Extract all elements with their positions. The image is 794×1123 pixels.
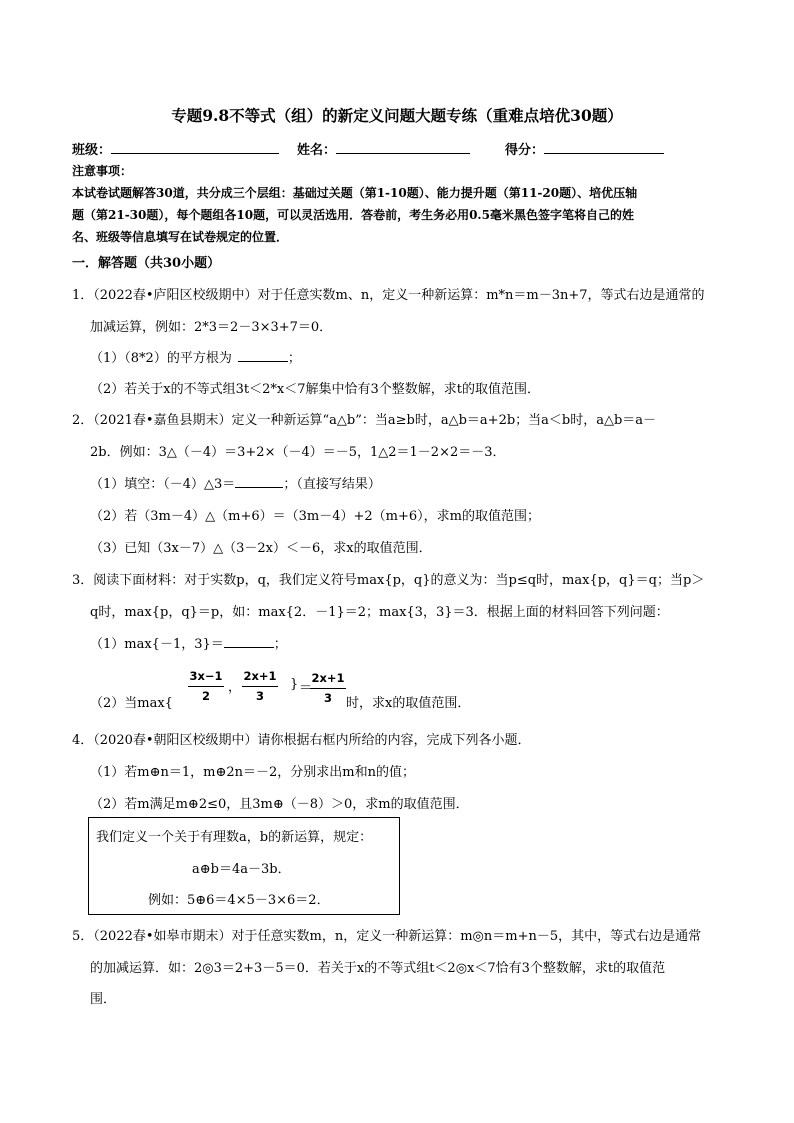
q2-answer-blank[interactable] (235, 475, 283, 488)
q2-line-2: 2b．例如：3△（－4）＝3+2×（－4）＝－5，1△2＝1－2×2＝－3． (90, 445, 506, 460)
q1-part-1 (90, 347, 301, 366)
score-label (505, 139, 664, 158)
q2-line-1: 2．（2021春•嘉鱼县期末）定义一种新运算“a△b”：当a≥b时，a△b＝a+2b；当a＜b时，a△b＝a－ (72, 413, 657, 428)
q1-line-1: 1．（2022春•庐阳区校级期中）对于任意实数m、n，定义一种新运算：m*n＝m－3n+7，等式右边是通常的 (72, 288, 705, 303)
q3-line-2: q时，max{p，q}＝p，如：max{2．－1}＝2；max{3，3}＝3．根据上面的材料回答下列问题： (90, 605, 669, 620)
q3-equals: ＝ (299, 681, 313, 696)
q4-box-line-2: a⊕b＝4a－3b． (192, 862, 291, 877)
q5-line-1: 5．（2022春•如皋市期末）对于任意实数m，n，定义一种新运算：m◎n＝m+n－5，其中，等式右边是通常 (72, 929, 702, 944)
q5-line-2: 的加减运算．如：2◎3＝2+3－5＝0．若关于x的不等式组t＜2◎x＜7恰有3个整数解，求t的取值范 (90, 961, 666, 976)
q3-frac-2-bar (242, 686, 278, 687)
q1-line-2: 加减运算，例如：2*3＝2－3×3+7＝0． (90, 320, 333, 335)
notice-heading: 注意事项： (72, 164, 133, 178)
q1-part-1-text: （1）（8*2）的平方根为 (90, 351, 232, 366)
notice-line-3: 名、班级等信息填写在试卷规定的位置． (72, 230, 289, 244)
q4-box-line-3: 例如：5⊕6＝4×5－3×6＝2． (148, 893, 330, 908)
q3-line-1: 3．阅读下面材料：对于实数p，q，我们定义符号max{p，q}的意义为：当p≤q时，max{p，q}＝q；当p＞ (72, 573, 705, 588)
q3-frac-comma: ， (228, 680, 242, 695)
q4-line-1: 4．（2020春•朝阳区校级期中）请你根据右框内所给的内容，完成下列各小题． (72, 733, 531, 748)
section-heading: 一．解答题（共30小题） (72, 256, 221, 271)
q3-frac-2-num: 2x+1 (243, 669, 277, 683)
name-label (297, 139, 470, 158)
q4-box-line-1: 我们定义一个关于有理数a，b的新运算，规定： (96, 830, 373, 845)
q3-frac-1-bar (188, 686, 224, 687)
page-title: 专题9.8不等式（组）的新定义问题大题专练（重难点培优30题） (171, 106, 623, 125)
q3-frac-3-num: 2x+1 (311, 671, 345, 685)
notice-line-2: 题（第21-30题），每个题组各10题，可以灵活选用．答卷前，考生务必用0.5毫米黑色签字笔将自己的姓 (72, 208, 634, 222)
q3-part-1 (90, 633, 287, 652)
class-blank[interactable] (111, 141, 279, 154)
q3-frac-1-den: 2 (201, 689, 210, 703)
q2-part-1-text: （1）填空：（－4）△3＝ (90, 477, 236, 492)
q3-part-1-text: （1）max{－1，3}＝ (90, 637, 224, 652)
q2-part-1-end: ；（直接写结果） (283, 477, 381, 492)
q1-answer-blank[interactable] (238, 349, 288, 362)
q3-part-2-prefix: （2）当max{ (90, 696, 173, 711)
q3-frac-3-bar (310, 688, 346, 689)
q2-part-1 (90, 473, 381, 492)
notice-line-1: 本试卷试题解答30道，共分成三个层组：基础过关题（第1-10题）、能力提升题（第11-20题）、培优压轴 (72, 186, 638, 200)
score-blank[interactable] (544, 141, 664, 154)
class-label-text: 班级： (72, 143, 112, 158)
score-label-text: 得分： (505, 143, 545, 158)
q3-close-brace: } (290, 677, 299, 692)
class-label (72, 139, 279, 158)
q3-frac-2-den: 3 (255, 689, 264, 703)
q2-part-2: （2）若（3m－4）△（m+6）＝（3m－4）+2（m+6），求m的取值范围； (90, 509, 540, 524)
q3-frac-1-num: 3x−1 (189, 669, 223, 683)
q4-part-1: （1）若m⊕n＝1，m⊕2n＝－2，分别求出m和n的值； (90, 765, 415, 780)
name-label-text: 姓名： (297, 143, 337, 158)
name-blank[interactable] (336, 141, 470, 154)
q1-part-2: （2）若关于x的不等式组3t＜2*x＜7解集中恰有3个整数解，求t的取值范围． (90, 382, 540, 397)
q1-part-1-end: ； (287, 351, 301, 366)
q3-part-2-suffix: 时，求x的取值范围． (346, 696, 471, 711)
q3-answer-blank[interactable] (224, 635, 274, 648)
q3-part-1-end: ； (273, 637, 287, 652)
q4-part-2: （2）若m满足m⊕2≤0，且3m⊕（－8）＞0，求m的取值范围． (90, 797, 469, 812)
q3-frac-3-den: 3 (323, 691, 332, 705)
q5-line-3: 围． (90, 992, 117, 1007)
q2-part-3: （3）已知（3x－7）△（3－2x）＜－6，求x的取值范围． (90, 541, 432, 556)
